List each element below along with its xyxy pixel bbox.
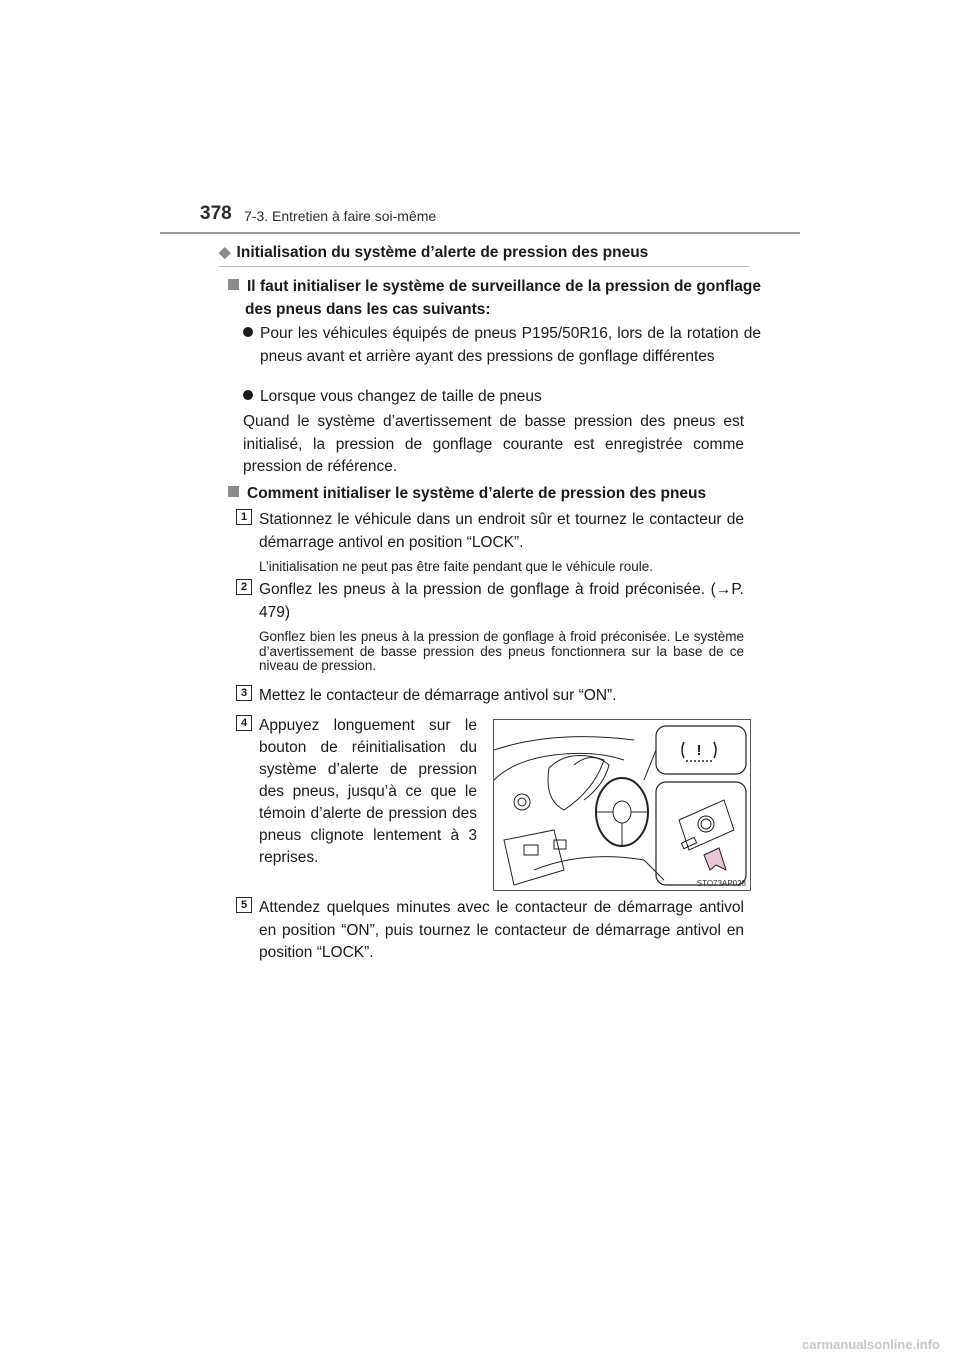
bullet-dot-icon bbox=[243, 390, 253, 400]
step-note: Gonflez bien les pneus à la pression de gonflage à froid préconisée. Le système d’avertissement de basse pression des pneus fonctionnera sur la base de ce niveau de pression. bbox=[259, 629, 744, 673]
step-number: 5 bbox=[236, 897, 252, 913]
bullet-item bbox=[243, 386, 761, 409]
block1-heading bbox=[228, 276, 761, 321]
section-title bbox=[219, 243, 648, 262]
diamond-icon: ◆ bbox=[219, 244, 231, 261]
page-number: 378 bbox=[200, 203, 232, 224]
bullet-dot-icon bbox=[243, 327, 253, 337]
block1-paragraph: Quand le système d’avertissement de basse pression des pneus est initialisé, la pression de gonflage courante est enregistrée comme pression de référence. bbox=[243, 413, 744, 475]
header-divider bbox=[160, 232, 800, 234]
dashboard-illustration bbox=[493, 719, 751, 891]
block2-heading bbox=[228, 483, 761, 506]
step-text: Appuyez longuement sur le bouton de réinitialisation du système d’alerte de pression des pneus, jusqu’à ce que le témoin d’alerte de pression des pneus clignote lentement à 3 reprises. bbox=[259, 717, 477, 866]
step-text: Gonflez les pneus à la pression de gonflage à froid préconisée. (→P. 479) bbox=[259, 581, 744, 621]
figure-code: STO73AP028 bbox=[696, 879, 746, 888]
step-number: 2 bbox=[236, 579, 252, 595]
bullet-item bbox=[243, 323, 761, 368]
block2-heading-text: Comment initialiser le système d’alerte de pression des pneus bbox=[247, 485, 707, 502]
watermark: carmanualsonline.info bbox=[802, 1337, 940, 1352]
dashboard-drawing bbox=[494, 720, 750, 890]
step-number: 3 bbox=[236, 685, 252, 701]
square-bullet-icon bbox=[228, 486, 239, 497]
bullet-text: Pour les véhicules équipés de pneus P195/50R16, lors de la rotation de pneus avant et arrière ayant des pressions de gonflage différentes bbox=[260, 325, 761, 365]
section-divider bbox=[219, 266, 749, 267]
block1-heading-text: Il faut initialiser le système de surveillance de la pression de gonflage des pneus dans les cas suivants: bbox=[245, 278, 761, 318]
step-note: L’initialisation ne peut pas être faite pendant que le véhicule roule. bbox=[259, 559, 654, 574]
square-bullet-icon bbox=[228, 279, 239, 290]
section-title-text: Initialisation du système d’alerte de pression des pneus bbox=[236, 244, 649, 261]
step-text: Stationnez le véhicule dans un endroit sûr et tournez le contacteur de démarrage antivol en position “LOCK”. bbox=[259, 511, 744, 551]
step-text: Attendez quelques minutes avec le contacteur de démarrage antivol en position “ON”, puis tournez le contacteur de démarrage antivol en position “LOCK”. bbox=[259, 899, 744, 961]
chapter-title: 7-3. Entretien à faire soi-même bbox=[244, 208, 437, 224]
step-number: 4 bbox=[236, 715, 252, 731]
svg-text:!: ! bbox=[696, 742, 702, 759]
bullet-text: Lorsque vous changez de taille de pneus bbox=[260, 388, 542, 405]
step-number: 1 bbox=[236, 509, 252, 525]
step-text: Mettez le contacteur de démarrage antivol sur “ON”. bbox=[259, 687, 617, 704]
